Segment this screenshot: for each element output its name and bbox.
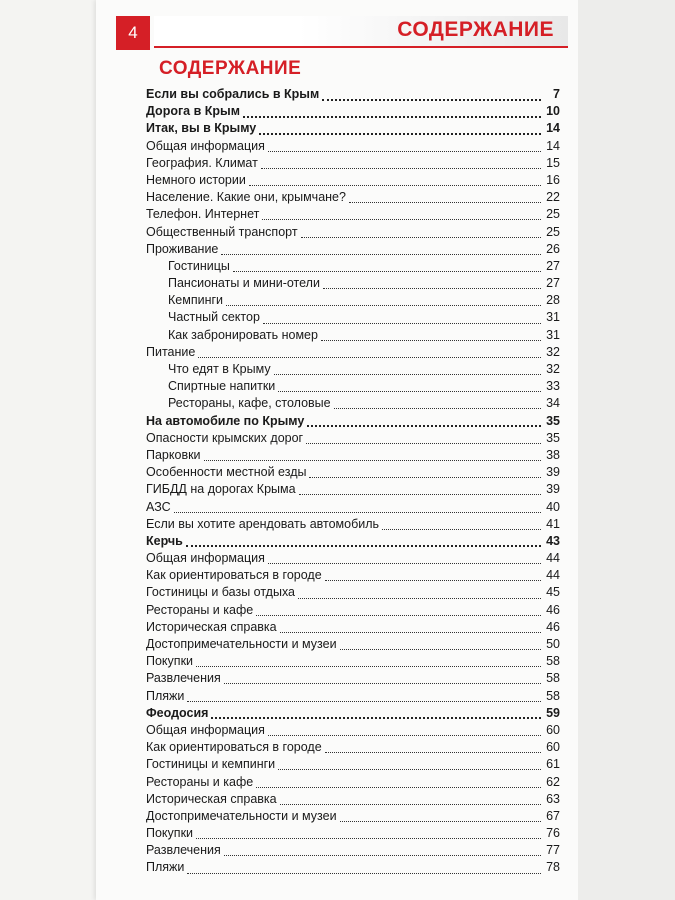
toc-entry-page: 38 bbox=[546, 447, 560, 462]
toc-leader-dots bbox=[322, 89, 541, 101]
toc-entry-page: 44 bbox=[546, 551, 560, 566]
toc-entry bbox=[146, 739, 560, 756]
toc-entry bbox=[146, 808, 560, 825]
toc-entry-page: 58 bbox=[546, 654, 560, 669]
toc-entry-title: Питание bbox=[146, 344, 196, 359]
toc-entry-title: Пансионаты и мини-отели bbox=[168, 276, 320, 291]
toc-entry-page: 32 bbox=[546, 344, 560, 359]
toc-entry-page: 31 bbox=[546, 310, 560, 325]
toc-entry-page: 61 bbox=[546, 757, 560, 772]
toc-entry bbox=[146, 241, 560, 258]
toc-entry-page: 16 bbox=[546, 172, 560, 187]
toc-entry bbox=[146, 189, 560, 206]
toc-entry-title: Опасности крымских дорог bbox=[146, 430, 304, 445]
toc-entry-page: 32 bbox=[546, 362, 560, 376]
toc-leader-dots bbox=[268, 725, 541, 736]
toc-entry bbox=[146, 533, 560, 550]
toc-entry bbox=[146, 516, 560, 533]
toc-entry bbox=[146, 842, 560, 859]
toc-leader-dots bbox=[340, 811, 541, 822]
toc-leader-dots bbox=[274, 364, 541, 375]
toc-leader-dots bbox=[259, 123, 541, 135]
toc-entry-title: Дорога в Крым bbox=[146, 104, 240, 119]
toc-leader-dots bbox=[174, 502, 541, 513]
toc-leader-dots bbox=[298, 588, 541, 599]
toc-leader-dots bbox=[226, 295, 541, 306]
toc-entry-title: Особенности местной езды bbox=[146, 465, 307, 480]
toc-entry-title: Кемпинги bbox=[168, 293, 224, 308]
toc-leader-dots bbox=[211, 707, 541, 719]
toc-entry-title: Как ориентироваться в городе bbox=[146, 568, 322, 583]
toc-entry-title: Рестораны, кафе, столовые bbox=[168, 396, 331, 411]
toc-entry-title: Население. Какие они, крымчане? bbox=[146, 190, 346, 205]
toc-leader-dots bbox=[243, 106, 541, 118]
toc-leader-dots bbox=[263, 313, 541, 324]
toc-entry-page: 27 bbox=[546, 258, 560, 273]
toc-entry-title: Покупки bbox=[146, 654, 194, 669]
toc-entry-title: Общественный транспорт bbox=[146, 224, 298, 239]
toc-entry-page: 46 bbox=[546, 602, 560, 617]
toc-entry-title: Гостиницы bbox=[168, 258, 230, 273]
toc-entry bbox=[146, 825, 560, 842]
toc-leader-dots bbox=[186, 535, 541, 547]
toc-leader-dots bbox=[187, 691, 541, 702]
toc-entry-page: 46 bbox=[546, 619, 560, 634]
toc-entry bbox=[146, 155, 560, 172]
toc-entry-title: Гостиницы и кемпинги bbox=[146, 757, 276, 772]
toc-entry-title: Проживание bbox=[146, 241, 219, 256]
toc-entry-title: Развлечения bbox=[146, 843, 221, 858]
toc-entry bbox=[146, 481, 560, 498]
toc-entry-page: 63 bbox=[546, 791, 560, 806]
toc-entry-page: 58 bbox=[546, 688, 560, 703]
toc-entry bbox=[146, 791, 560, 808]
toc-entry-title: Как забронировать номер bbox=[168, 327, 318, 342]
toc-entry-page: 44 bbox=[546, 568, 560, 583]
toc-entry-page: 67 bbox=[546, 808, 560, 823]
toc-entry bbox=[146, 653, 560, 670]
toc-entry-title: Развлечения bbox=[146, 671, 221, 686]
toc-entry bbox=[146, 619, 560, 636]
toc-leader-dots bbox=[278, 759, 541, 770]
toc-entry-page: 22 bbox=[546, 190, 560, 205]
toc-entry-page: 14 bbox=[546, 138, 560, 153]
toc-entry bbox=[146, 292, 560, 309]
toc-entry-page: 10 bbox=[546, 104, 560, 119]
toc-entry-title: Достопримечательности и музеи bbox=[146, 637, 337, 651]
toc-entry-title: География. Климат bbox=[146, 155, 258, 170]
toc-entry-page: 41 bbox=[546, 516, 560, 531]
toc-entry-page: 76 bbox=[546, 826, 560, 841]
toc-entry-title: ГИБДД на дорогах Крыма bbox=[146, 482, 296, 497]
toc-entry bbox=[146, 361, 560, 378]
toc-leader-dots bbox=[299, 484, 541, 495]
toc-entry-title: Пляжи bbox=[146, 860, 185, 875]
toc-entry bbox=[146, 395, 560, 412]
toc-entry-page: 78 bbox=[546, 860, 560, 875]
toc-leader-dots bbox=[196, 828, 541, 839]
toc-entry-title: Что едят в Крыму bbox=[168, 362, 271, 376]
toc-entry bbox=[146, 722, 560, 739]
toc-entry bbox=[146, 206, 560, 223]
toc-entry-title: Рестораны и кафе bbox=[146, 602, 254, 617]
toc-entry-title: Достопримечательности и музеи bbox=[146, 808, 337, 823]
toc-leader-dots bbox=[321, 330, 541, 341]
toc-entry bbox=[146, 224, 560, 241]
toc-leader-dots bbox=[325, 570, 541, 581]
toc-leader-dots bbox=[268, 553, 541, 564]
toc-entry-page: 59 bbox=[546, 705, 560, 720]
toc-entry-title: Если вы собрались в Крым bbox=[146, 87, 320, 101]
toc-entry-page: 39 bbox=[546, 465, 560, 480]
toc-entry-title: Общая информация bbox=[146, 551, 265, 566]
toc-leader-dots bbox=[224, 673, 541, 684]
toc-entry-page: 15 bbox=[546, 155, 560, 170]
toc-entry-title: Покупки bbox=[146, 826, 194, 841]
toc-entry bbox=[146, 258, 560, 275]
toc-entry-title: Историческая справка bbox=[146, 619, 277, 634]
toc-entry bbox=[146, 103, 560, 120]
toc-leader-dots bbox=[349, 192, 541, 203]
toc-entry-page: 39 bbox=[546, 482, 560, 497]
toc-entry-title: Парковки bbox=[146, 447, 201, 462]
toc-leader-dots bbox=[334, 398, 541, 409]
toc-entry-page: 58 bbox=[546, 671, 560, 686]
toc-entry-title: Общая информация bbox=[146, 722, 265, 737]
toc-entry-title: Пляжи bbox=[146, 688, 185, 703]
toc-entry-page: 45 bbox=[546, 585, 560, 600]
toc-entry bbox=[146, 120, 560, 137]
toc-entry-page: 25 bbox=[546, 224, 560, 239]
toc-entry-title: Немного истории bbox=[146, 172, 246, 187]
page-edge bbox=[578, 0, 675, 900]
toc-entry bbox=[146, 859, 560, 876]
toc-entry-title: Феодосия bbox=[146, 705, 209, 720]
toc-leader-dots bbox=[340, 639, 541, 650]
toc-leader-dots bbox=[198, 347, 541, 358]
toc-entry bbox=[146, 670, 560, 687]
toc-entry bbox=[146, 550, 560, 567]
toc-entry bbox=[146, 447, 560, 464]
toc-entry bbox=[146, 275, 560, 292]
toc-entry bbox=[146, 584, 560, 601]
toc-entry bbox=[146, 327, 560, 344]
toc-leader-dots bbox=[307, 415, 541, 427]
toc-entry-page: 43 bbox=[546, 533, 560, 548]
toc-entry-page: 27 bbox=[546, 276, 560, 291]
toc-leader-dots bbox=[224, 845, 541, 856]
toc-entry bbox=[146, 464, 560, 481]
header-bar bbox=[154, 16, 568, 48]
toc-leader-dots bbox=[268, 141, 541, 152]
page-header bbox=[116, 16, 568, 44]
toc-leader-dots bbox=[262, 209, 541, 220]
toc-leader-dots bbox=[280, 794, 541, 805]
toc-entry-title: Как ориентироваться в городе bbox=[146, 740, 322, 755]
toc-entry bbox=[146, 688, 560, 705]
toc-entry-title: Гостиницы и базы отдыха bbox=[146, 585, 295, 600]
toc-entry-page: 77 bbox=[546, 843, 560, 858]
toc-entry bbox=[146, 705, 560, 722]
page-number: 4 bbox=[116, 16, 150, 50]
toc-entry-page: 60 bbox=[546, 722, 560, 737]
toc-leader-dots bbox=[306, 433, 541, 444]
toc-leader-dots bbox=[323, 278, 541, 289]
toc-entry bbox=[146, 499, 560, 516]
toc-entry-title: Если вы хотите арендовать автомобиль bbox=[146, 516, 380, 531]
toc-entry-title: АЗС bbox=[146, 499, 171, 514]
toc-leader-dots bbox=[325, 742, 541, 753]
toc-leader-dots bbox=[278, 381, 541, 392]
toc-entry-title: Телефон. Интернет bbox=[146, 207, 260, 222]
toc-entry bbox=[146, 567, 560, 584]
toc-entry-title: Историческая справка bbox=[146, 791, 277, 806]
toc-entry-page: 40 bbox=[546, 499, 560, 514]
toc-entry-page: 14 bbox=[546, 121, 560, 136]
toc-entry-page: 28 bbox=[546, 293, 560, 308]
toc-entry-page: 25 bbox=[546, 207, 560, 222]
toc-entry bbox=[146, 86, 560, 103]
toc-entry-title: Общая информация bbox=[146, 138, 265, 153]
toc-leader-dots bbox=[256, 777, 541, 788]
toc-entry bbox=[146, 309, 560, 326]
toc-entry-page: 60 bbox=[546, 740, 560, 755]
toc-entry-page: 26 bbox=[546, 241, 560, 256]
toc-leader-dots bbox=[249, 175, 541, 186]
table-of-contents bbox=[146, 86, 560, 877]
toc-leader-dots bbox=[196, 656, 541, 667]
toc-entry bbox=[146, 774, 560, 791]
toc-entry bbox=[146, 138, 560, 155]
toc-entry-page: 7 bbox=[553, 87, 560, 101]
toc-entry-title: Рестораны и кафе bbox=[146, 774, 254, 789]
toc-leader-dots bbox=[301, 227, 541, 238]
toc-entry-title: На автомобиле по Крыму bbox=[146, 413, 305, 428]
toc-entry-page: 34 bbox=[546, 396, 560, 411]
toc-entry-page: 31 bbox=[546, 327, 560, 342]
toc-entry-title: Частный сектор bbox=[168, 310, 260, 325]
toc-entry bbox=[146, 636, 560, 653]
toc-entry bbox=[146, 430, 560, 447]
toc-leader-dots bbox=[204, 450, 541, 461]
toc-entry-page: 35 bbox=[546, 430, 560, 445]
toc-entry-page: 62 bbox=[546, 774, 560, 789]
toc-entry-title: Керчь bbox=[146, 533, 183, 548]
toc-leader-dots bbox=[187, 863, 541, 874]
toc-entry-page: 35 bbox=[546, 413, 560, 428]
toc-entry-title: Итак, вы в Крыму bbox=[146, 121, 257, 136]
toc-leader-dots bbox=[221, 244, 541, 255]
toc-entry-title: Спиртные напитки bbox=[168, 379, 276, 394]
section-title: СОДЕРЖАНИЕ bbox=[159, 58, 302, 79]
toc-entry bbox=[146, 756, 560, 773]
toc-entry bbox=[146, 172, 560, 189]
toc-entry bbox=[146, 602, 560, 619]
header-title: СОДЕРЖАНИЕ bbox=[397, 18, 554, 41]
toc-entry bbox=[146, 413, 560, 430]
toc-leader-dots bbox=[256, 605, 541, 616]
toc-leader-dots bbox=[233, 261, 541, 272]
toc-entry-page: 33 bbox=[546, 379, 560, 394]
toc-entry bbox=[146, 378, 560, 395]
toc-leader-dots bbox=[280, 622, 541, 633]
toc-leader-dots bbox=[309, 467, 541, 478]
toc-leader-dots bbox=[382, 519, 541, 530]
toc-leader-dots bbox=[261, 158, 541, 169]
toc-entry bbox=[146, 344, 560, 361]
toc-entry-page: 50 bbox=[546, 637, 560, 651]
